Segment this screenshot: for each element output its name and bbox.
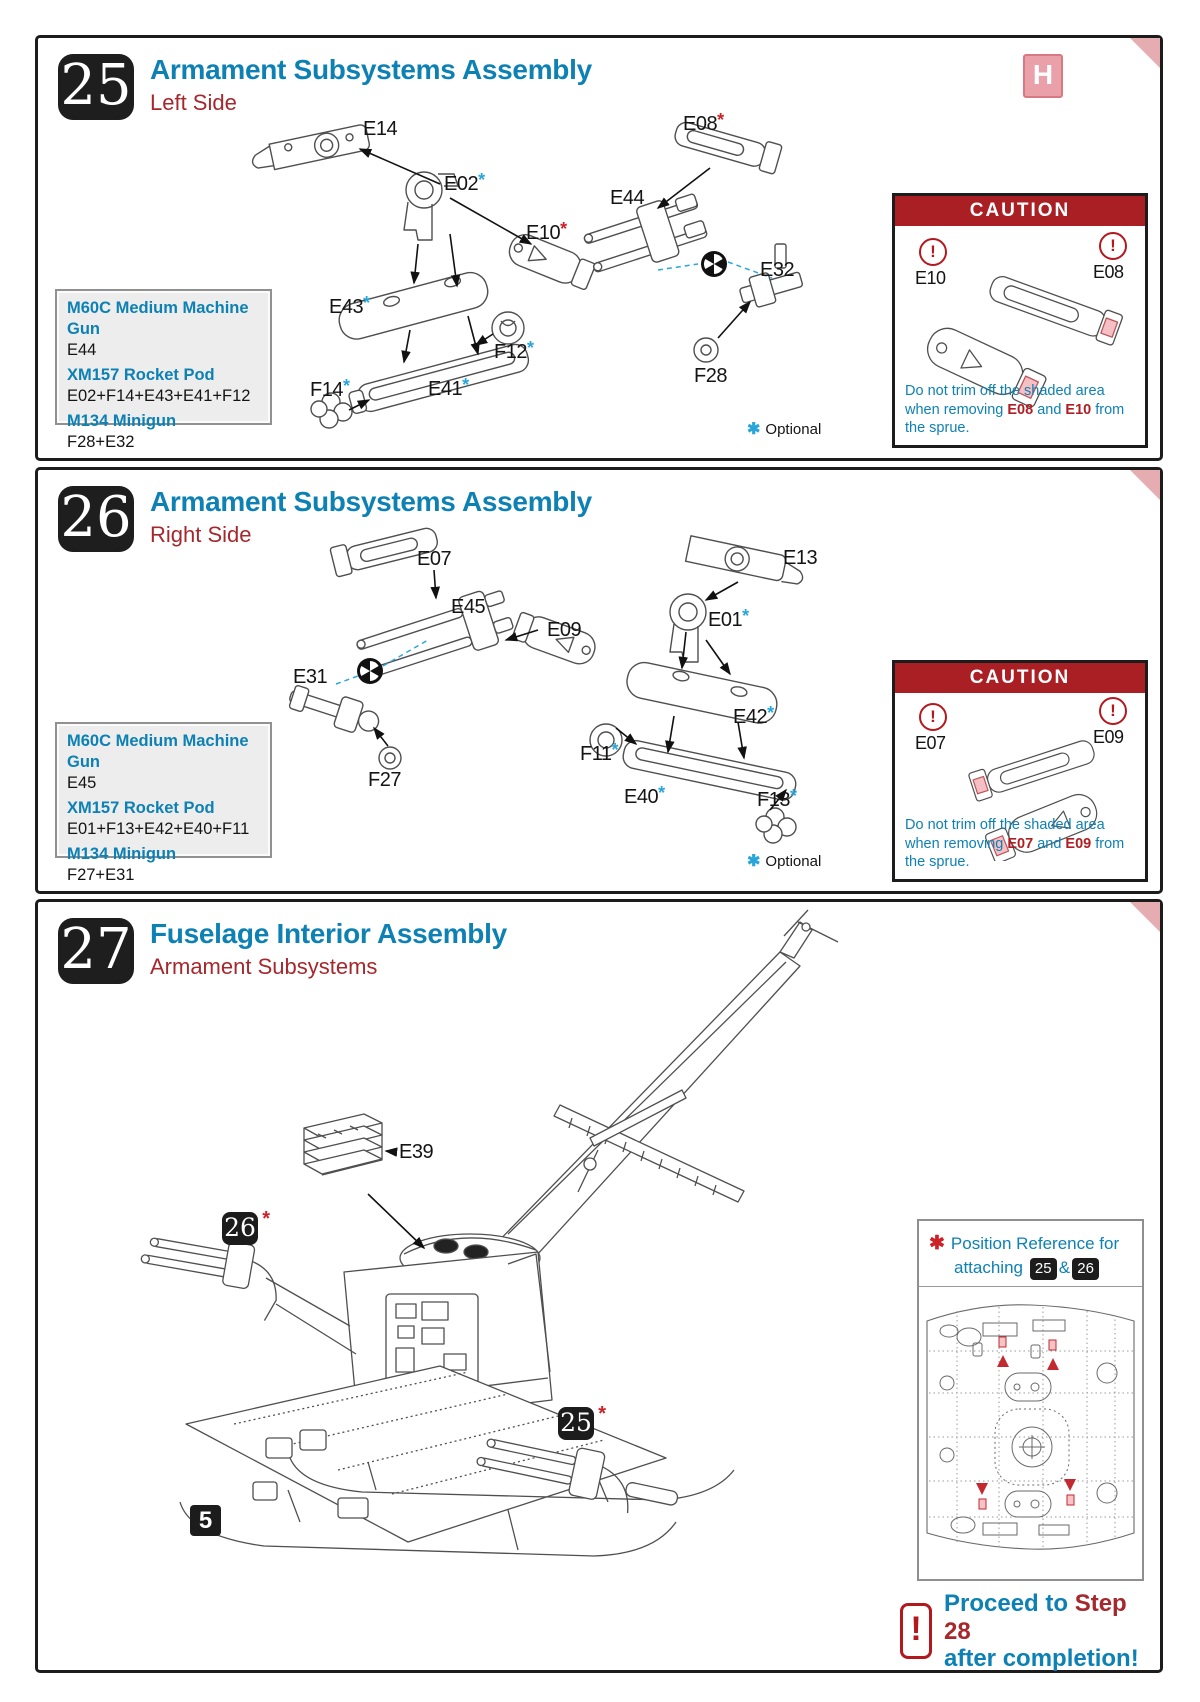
step-title: Armament Subsystems Assembly xyxy=(150,486,592,517)
part-label-e08: E08* xyxy=(683,110,724,135)
part-e44-drawing xyxy=(580,190,710,282)
parts-group-name: M134 Minigun xyxy=(67,412,177,430)
parts-group-parts: F28+E32 xyxy=(67,433,135,451)
parts-group-parts: E02+F14+E43+E41+F12 xyxy=(67,387,251,405)
exclamation-icon: ! xyxy=(900,1603,932,1659)
part-label-e31: E31 xyxy=(293,666,328,688)
part-label-e07: E07 xyxy=(417,548,452,570)
sheet-letter-badge: H xyxy=(1023,54,1063,98)
asterisk-icon: * xyxy=(598,1403,606,1425)
optional-note: ✱ Optional xyxy=(747,853,822,870)
proceed-note xyxy=(900,1590,1160,1673)
step-5-reference-badge: 5 xyxy=(190,1505,221,1536)
step-25-mini-badge: 25 xyxy=(1030,1258,1057,1280)
part-label-e32: E32 xyxy=(760,259,795,281)
part-label-e41: E41* xyxy=(428,375,469,400)
fold-corner-icon xyxy=(1130,470,1160,500)
part-label-f27: F27 xyxy=(368,769,401,791)
part-f13-drawing xyxy=(756,808,796,843)
part-label-e09: E09 xyxy=(547,619,582,641)
step-25-panel xyxy=(35,35,1163,461)
caution-part-right: E09 xyxy=(1093,727,1124,747)
caution-box xyxy=(892,660,1148,882)
parts-group-parts: E44 xyxy=(67,341,97,359)
part-label-f14: F14* xyxy=(310,376,350,401)
caution-part-left: E07 xyxy=(915,733,946,753)
step-27-panel xyxy=(35,899,1163,1673)
part-label-e45: E45 xyxy=(451,596,486,618)
caution-part-right: E08 xyxy=(1093,262,1124,282)
rotate-icon xyxy=(701,251,727,277)
parts-group-name: M60C Medium Machine Gun xyxy=(67,299,249,338)
fold-corner-icon xyxy=(1130,902,1160,932)
parts-list-box xyxy=(55,289,272,451)
warning-icon: ! xyxy=(1099,232,1127,260)
part-label-e13: E13 xyxy=(783,547,818,569)
fold-corner-icon xyxy=(1130,38,1160,68)
position-reference-note: ✱ Position Reference for attaching 25 & 26 xyxy=(919,1221,1142,1287)
step-26-panel xyxy=(35,467,1163,894)
part-label-e14: E14 xyxy=(363,118,398,140)
step-number-badge: 26 xyxy=(58,486,134,552)
step-subtitle: Armament Subsystems xyxy=(150,954,378,979)
caution-part-left: E10 xyxy=(915,268,946,288)
parts-group-name: XM157 Rocket Pod xyxy=(67,366,215,384)
optional-note: ✱ Optional xyxy=(747,421,822,438)
step-26-mini-badge: 26 xyxy=(1072,1258,1099,1280)
position-reference-box xyxy=(917,1219,1144,1581)
part-f28-drawing xyxy=(694,338,718,362)
step-subtitle: Right Side xyxy=(150,522,252,547)
warning-icon: ! xyxy=(1099,697,1127,725)
caution-header: CAUTION xyxy=(895,196,1145,226)
part-e31-drawing xyxy=(286,681,383,740)
part-label-f11: F11* xyxy=(580,740,618,765)
part-label-f13: F13* xyxy=(757,786,797,811)
part-label-f28: F28 xyxy=(694,365,727,387)
caution-note: Do not trim off the shaded area when removing E07 and E09 from the sprue. xyxy=(905,817,1125,871)
step-subtitle: Left Side xyxy=(150,90,237,115)
part-label-e40: E40* xyxy=(624,783,665,808)
caution-header: CAUTION xyxy=(895,663,1145,693)
assembly-arrows xyxy=(368,1151,424,1248)
step-title: Fuselage Interior Assembly xyxy=(150,918,507,949)
parts-group-parts: E45 xyxy=(67,774,97,792)
asterisk-icon: * xyxy=(262,1208,270,1230)
asterisk-icon: ✱ xyxy=(929,1233,945,1254)
part-label-e39: E39 xyxy=(399,1141,434,1163)
parts-group-parts: E01+F13+E42+E40+F11 xyxy=(67,820,250,838)
caution-note: Do not trim off the shaded area when removing E08 and E10 from the sprue. xyxy=(905,383,1125,437)
asterisk-icon: ✱ xyxy=(747,421,761,438)
step-26-reference-badge: 26 * xyxy=(222,1212,258,1245)
parts-group-parts: F27+E31 xyxy=(67,866,135,884)
parts-group-name: XM157 Rocket Pod xyxy=(67,799,215,817)
step-25-reference-badge: 25 * xyxy=(558,1407,594,1440)
rotate-icon xyxy=(357,658,383,684)
part-label-f12: F12* xyxy=(494,338,534,363)
parts-group-name: M134 Minigun xyxy=(67,845,177,863)
part-label-e42: E42* xyxy=(733,703,774,728)
part-label-e01: E01* xyxy=(708,606,749,631)
part-label-e02: E02* xyxy=(444,170,485,195)
step-title: Armament Subsystems Assembly xyxy=(150,54,592,85)
parts-list-box xyxy=(55,722,272,884)
bulkhead-position-diagram xyxy=(919,1287,1142,1567)
part-label-e43: E43* xyxy=(329,293,370,318)
caution-box xyxy=(892,193,1148,448)
proceed-text: Proceed to Step 28 after completion! xyxy=(944,1590,1139,1673)
asterisk-icon: ✱ xyxy=(747,853,761,870)
warning-icon: ! xyxy=(919,703,947,731)
step-number-badge: 27 xyxy=(58,918,134,984)
parts-group-name: M60C Medium Machine Gun xyxy=(67,732,249,771)
part-e01-drawing xyxy=(670,594,706,662)
step-number-badge: 25 xyxy=(58,54,134,120)
part-label-e10: E10* xyxy=(526,219,567,244)
part-e14-drawing xyxy=(250,124,371,174)
part-label-e44: E44 xyxy=(610,187,645,209)
warning-icon: ! xyxy=(919,238,947,266)
